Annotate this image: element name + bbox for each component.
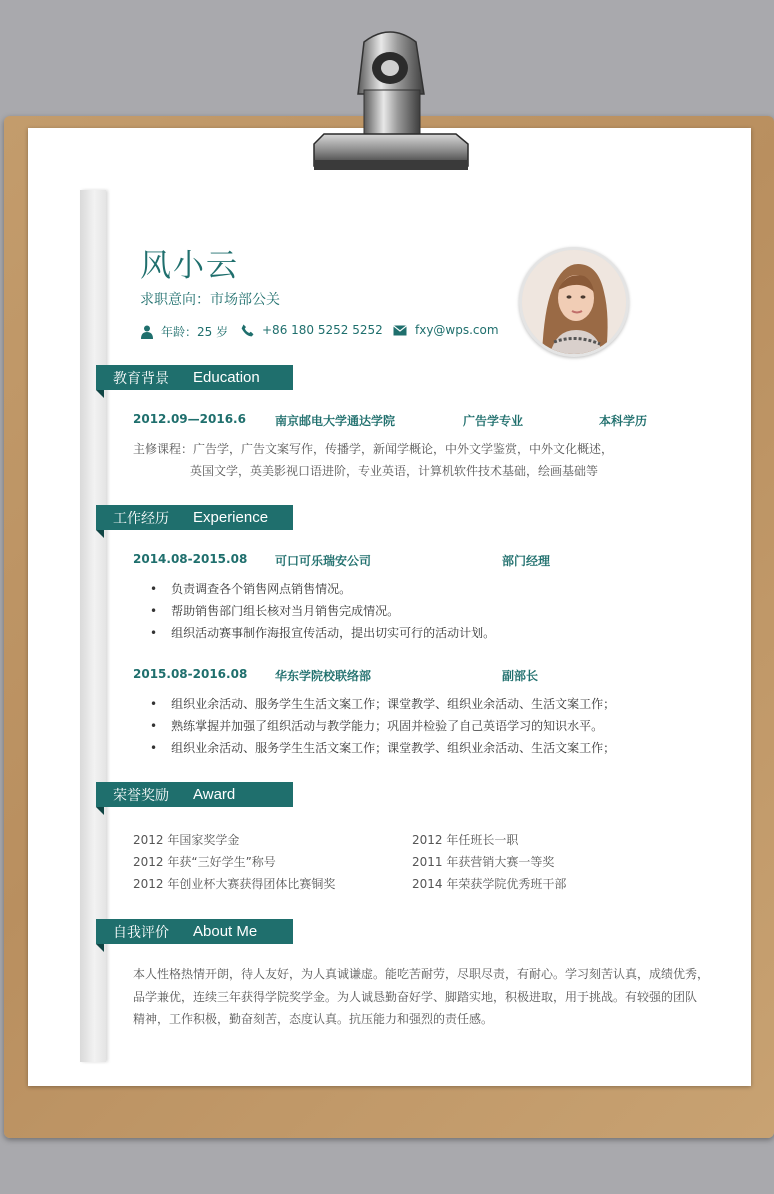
award-item: 2012 年国家奖学金 — [133, 833, 240, 847]
job-bullet-text: 帮助销售部门组长核对当月销售完成情况。 — [171, 604, 400, 618]
section-header-education — [96, 365, 293, 390]
list-item: • 帮助销售部门组长核对当月销售完成情况。 — [150, 604, 400, 618]
award-item: 2012 年创业杯大赛获得团体比赛铜奖 — [133, 877, 336, 891]
binder-clip-icon — [306, 28, 474, 176]
email-text: fxy@wps.com — [415, 323, 499, 337]
section-title-en: Experience — [193, 509, 269, 526]
section-header-experience — [96, 505, 293, 530]
section-title-en: Award — [193, 786, 236, 803]
award-item: 2014 年荣获学院优秀班干部 — [412, 877, 567, 891]
list-item: • 熟练掌握并加强了组织活动与教学能力；巩固并检验了自己英语学习的知识水平。 — [150, 719, 604, 733]
job-bullet-text: 组织业余活动、服务学生生活文案工作；课堂教学、组织业余活动、生活文案工作； — [171, 697, 616, 711]
job-role: 部门经理 — [502, 554, 551, 568]
candidate-name: 风小云 — [140, 248, 239, 284]
award-item: 2012 年任班长一职 — [412, 833, 519, 847]
list-item: • 负责调查各个销售网点销售情况。 — [150, 582, 352, 596]
phone-icon — [241, 324, 254, 337]
courses-line: 英国文学，英美影视口语进阶，专业英语，计算机软件技术基础，绘画基础等 — [190, 464, 599, 478]
section-title-zh: 自我评价 — [113, 924, 169, 941]
section-fold — [96, 530, 104, 538]
person-icon — [141, 325, 153, 339]
award-item: 2011 年获营销大赛一等奖 — [412, 855, 555, 869]
avatar — [519, 247, 629, 357]
education-period: 2012.09—2016.6 — [133, 412, 246, 426]
education-major: 广告学专业 — [463, 414, 524, 428]
list-item: • 组织业余活动、服务学生生活文案工作；课堂教学、组织业余活动、生活文案工作； — [150, 741, 616, 755]
about-line: 精神，工作积极，勤奋刻苦，态度认真。抗压能力和强烈的责任感。 — [133, 1012, 494, 1026]
avatar-portrait-icon — [522, 250, 626, 354]
section-title-en: Education — [193, 369, 260, 386]
phone-text: +86 180 5252 5252 — [262, 323, 383, 337]
section-title-zh: 荣誉奖励 — [113, 787, 169, 804]
section-title-zh: 教育背景 — [113, 370, 169, 387]
section-header-award — [96, 782, 293, 807]
mail-icon — [393, 325, 407, 336]
about-line: 本人性格热情开朗，待人友好，为人真诚谦虚。能吃苦耐劳，尽职尽责，有耐心。学习刻苦认真，成绩优秀， — [133, 967, 710, 981]
job-bullet-text: 负责调查各个销售网点销售情况。 — [171, 582, 352, 596]
job-period: 2014.08-2015.08 — [133, 552, 248, 566]
job-company: 华东学院校联络部 — [275, 669, 372, 683]
phone-item — [241, 323, 383, 337]
list-item: • 组织业余活动、服务学生生活文案工作；课堂教学、组织业余活动、生活文案工作； — [150, 697, 616, 711]
section-fold — [96, 390, 104, 398]
job-bullet-text: 组织活动赛事制作海报宣传活动，提出切实可行的活动计划。 — [171, 626, 496, 640]
section-title-en: About Me — [193, 923, 258, 940]
age-item — [141, 323, 228, 340]
section-header-about — [96, 919, 293, 944]
section-title-zh: 工作经历 — [113, 510, 169, 527]
courses-line: 主修课程：广告学，广告文案写作，传播学，新闻学概论，中外文学鉴赏，中外文化概述， — [133, 442, 614, 456]
job-role: 副部长 — [502, 669, 539, 683]
job-bullet-text: 熟练掌握并加强了组织活动与教学能力；巩固并检验了自己英语学习的知识水平。 — [171, 719, 604, 733]
job-period: 2015.08-2016.08 — [133, 667, 248, 681]
section-fold — [96, 944, 104, 952]
age-text: 年龄：25 岁 — [161, 325, 229, 339]
job-company: 可口可乐瑞安公司 — [275, 554, 372, 568]
list-item: • 组织活动赛事制作海报宣传活动，提出切实可行的活动计划。 — [150, 626, 496, 640]
job-intent: 求职意向：市场部公关 — [140, 292, 280, 308]
education-school: 南京邮电大学通达学院 — [275, 414, 396, 428]
about-line: 品学兼优，连续三年获得学院奖学金。为人诚恳勤奋好学、脚踏实地，积极进取，用于挑战。有较强的团队 — [133, 990, 698, 1004]
job-bullet-text: 组织业余活动、服务学生生活文案工作；课堂教学、组织业余活动、生活文案工作； — [171, 741, 616, 755]
email-item — [393, 323, 499, 337]
education-degree: 本科学历 — [599, 414, 648, 428]
section-fold — [96, 807, 104, 815]
award-item: 2012 年获“三好学生”称号 — [133, 855, 276, 869]
